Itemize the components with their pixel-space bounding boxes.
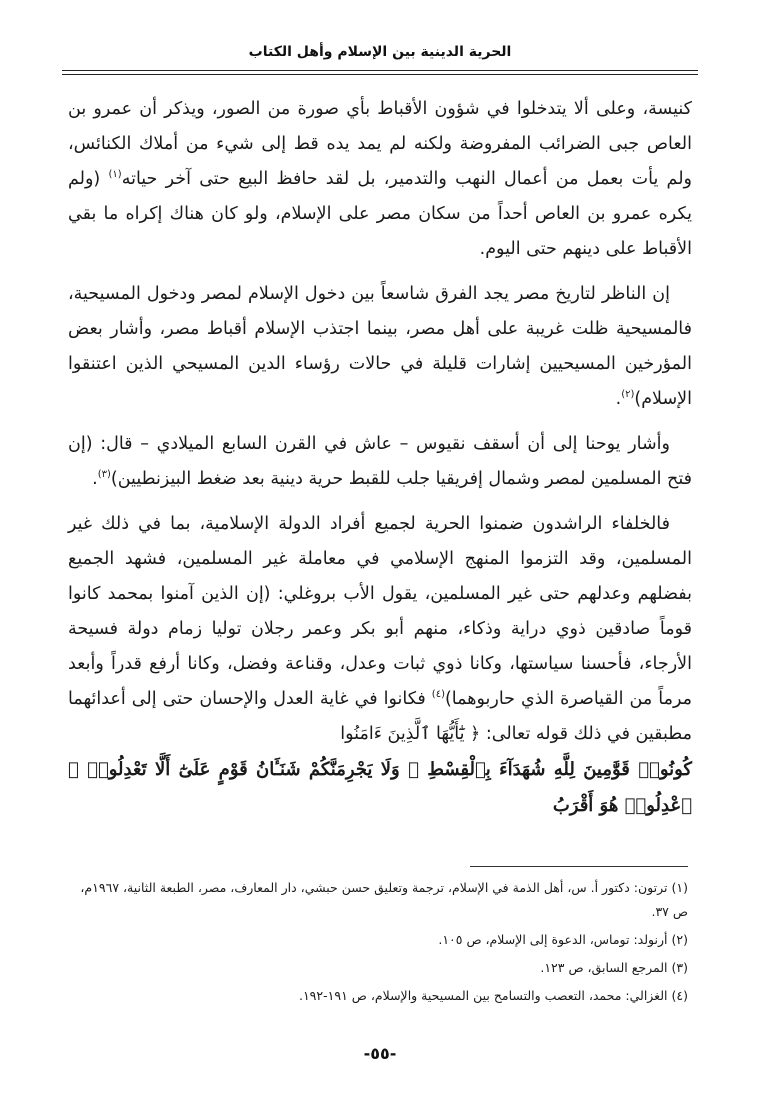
footnote-1 <box>70 876 688 924</box>
paragraph-4-tail: فكانوا في غاية العدل والإحسان حتى إلى أعدائهما مطبقين في ذلك قوله تعالى: ﴿ يَٰٓأَيُّهَا ٱلَّذِينَ ءَامَنُوا <box>68 689 692 744</box>
footnotes <box>70 876 688 1012</box>
paragraph-4 <box>68 507 692 824</box>
running-header-title: الحرية الدينية بين الإسلام وأهل الكتاب <box>248 44 512 60</box>
footnote-ref-2[interactable]: (٢) <box>621 389 635 401</box>
footnote-number: (٢) <box>671 932 688 947</box>
paragraph-3-tail: . <box>92 469 98 489</box>
paragraph-1-text: كنيسة، وعلى ألا يتدخلوا في شؤون الأقباط بأي صورة من الصور، ويذكر أن عمرو بن العاص جبى الضرائب المفروضة ولكنه لم يمد يده قط إلى شيء من أملاك الكنائس، ولم يأت بعمل من أعمال النهب والتدمير، بل لقد حافظ البيع حتى آخر حياته <box>68 99 692 189</box>
paragraph-2-text: إن الناظر لتاريخ مصر يجد الفرق شاسعاً بين دخول الإسلام لمصر ودخول المسيحية، فالمسيحية ظلت غريبة على أهل مصر، بينما اجتذب الإسلام أقباط مصر، وأشار بعض المؤرخين المسيحيين إشارات قليلة في حالات رؤساء الدين المسيحي الذين اعتنقوا الإسلام) <box>68 284 692 409</box>
paragraph-3 <box>68 427 692 497</box>
body-text <box>68 92 692 834</box>
footnote-text: المرجع السابق، ص ١٢٣. <box>540 960 668 975</box>
footnote-separator <box>470 866 688 867</box>
page-number: -٥٥- <box>363 1044 397 1063</box>
paragraph-2-tail: . <box>615 389 622 409</box>
paragraph-2 <box>68 277 692 417</box>
footnote-text: أرنولد: توماس، الدعوة إلى الإسلام، ص ١٠٥. <box>438 932 668 947</box>
paragraph-4-text: فالخلفاء الراشدون ضمنوا الحرية لجميع أفراد الدولة الإسلامية، بما في ذلك غير المسلمين، وقد التزموا المنهج الإسلامي في معاملة غير المسلمين، فشهد الجميع بفضلهم وعدلهم حتى غير المسلمين، يقول الأب بروغلي: (إن الذين آمنوا بمحمد كانوا قوماً صادقين ذوي دراية وذكاء، منهم أبو بكر وعمر رجلان توليا زمام دولة فسيحة الأرجاء، فأحسنا سياستها، وكانا ذوي ثبات وعدل، وقناعة وفضل، وكانا أرفع قدراً وأبعد مرماً من القياصرة الذي حاربوهما) <box>68 514 692 709</box>
footnote-3 <box>70 956 688 980</box>
footnote-number: (١) <box>671 880 688 895</box>
quran-verse: كُونُوا۟ قَوَّٰمِينَ لِلَّهِ شُهَدَآءَ بِٱلْقِسْطِ ۖ وَلَا يَجْرِمَنَّكُمْ شَنَـَٔانُ قَوْمٍ عَلَىٰٓ أَلَّا تَعْدِلُوا۟ ۚ ٱعْدِلُوا۟ هُوَ أَقْرَبُ <box>68 759 692 816</box>
header-rule-thick <box>62 70 698 71</box>
footnote-ref-4[interactable]: (٤) <box>431 689 445 701</box>
paragraph-1-tail: (ولم يكره عمرو بن العاص أحداً من سكان مصر على الإسلام، ولو كان هناك إكراه ما بقي الأقباط على دينهم حتى اليوم. <box>68 169 692 259</box>
footnote-text: الغزالي: محمد، التعصب والتسامح بين المسيحية والإسلام، ص ١٩١-١٩٢. <box>298 988 668 1003</box>
footnote-text: ترتون: دكتور أ. س، أهل الذمة في الإسلام، ترجمة وتعليق حسن حبشي، دار المعارف، مصر، الطبعة الثانية، ١٩٦٧م، ص ٣٧. <box>80 880 688 919</box>
footnote-number: (٣) <box>671 960 688 975</box>
footnote-4 <box>70 984 688 1008</box>
footnote-ref-3[interactable]: (٣) <box>97 469 111 481</box>
footnote-number: (٤) <box>671 988 688 1003</box>
footnote-ref-1[interactable]: (١) <box>108 169 122 181</box>
paragraph-1 <box>68 92 692 267</box>
paragraph-3-text: وأشار يوحنا إلى أن أسقف نقيوس – عاش في القرن السابع الميلادي – قال: (إن فتح المسلمين لمصر وشمال إفريقيا جلب للقبط حرية دينية بعد ضغط البيزنطيين) <box>68 434 692 489</box>
footnote-2 <box>70 928 688 952</box>
header-rule-thin <box>62 74 698 75</box>
